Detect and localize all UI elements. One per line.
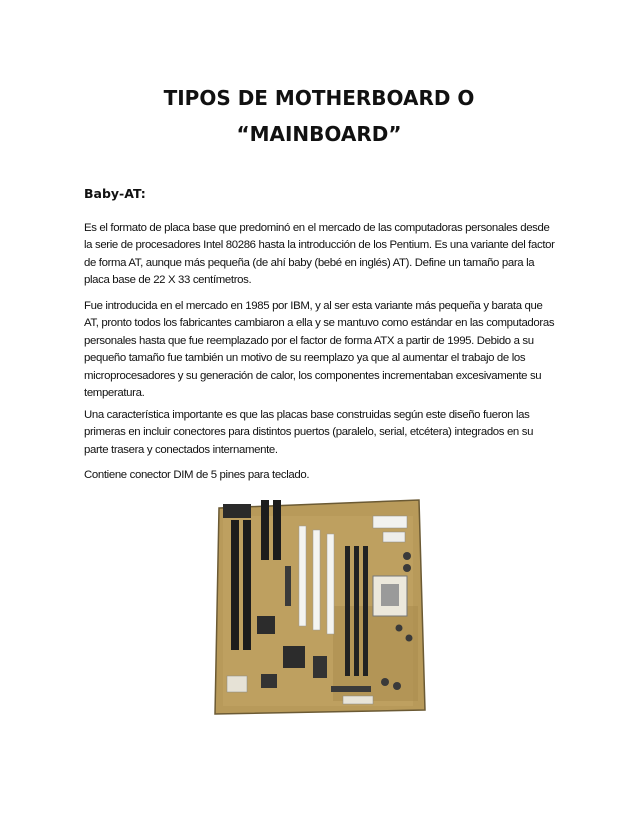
paragraph-4: Contiene conector DIM de 5 pines para teclado.: [84, 469, 310, 481]
paragraph-1: Es el formato de placa base que predominó en el mercado de las computadoras personales desde la serie de procesadores Intel 80286 hasta la introducción de los Pentium. Es una variante del factor de forma AT, aunque más pequeña (de ahí baby (bebé en inglés) AT). Define un tamaño para la placa base de 22 X 33 centímetros.: [84, 222, 555, 287]
title-line-1: TIPOS DE MOTHERBOARD O: [163, 86, 475, 110]
paragraph-2: Fue introducida en el mercado en 1985 por IBM, y al ser esta variante más pequeña y barata que AT, pronto todos los fabricantes cambiaron a ella y se mantuvo como estándar en las computadoras personales hasta que fue reemplazado por el factor de forma ATX a partir de 1995. Debido a su pequeño tamaño fue también un motivo de su reemplazo ya que al aumentar el trabajo de los microprocesadores y su generación de calor, los componentes incrementaban excesivamente su temperatura.: [84, 300, 555, 400]
page-title: [80, 80, 558, 152]
paragraph-3: Una característica importante es que las placas base construidas según este diseño fueron las primeras en incluir conectores para distintos puertos (paralelo, serial, etcétera) integrados en su parte trasera y conectados internamente.: [84, 409, 534, 456]
title-line-2: “MAINBOARD”: [236, 122, 402, 146]
motherboard-photo-icon: [213, 496, 427, 716]
section-heading: Baby-AT:: [84, 186, 146, 201]
